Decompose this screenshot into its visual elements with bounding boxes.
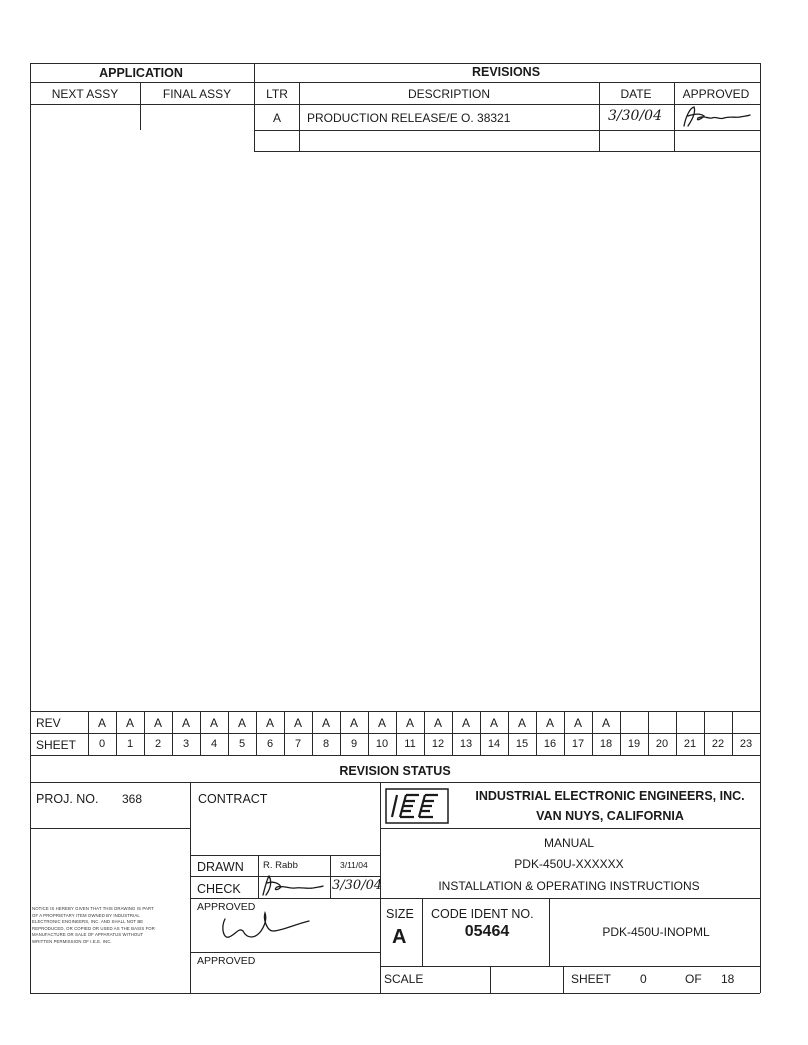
grid-column-line [256, 711, 257, 755]
ltr-header: LTR [266, 87, 288, 101]
rev-label: REV [36, 716, 61, 730]
approved-header: APPROVED [682, 87, 750, 101]
rev-cell: A [293, 716, 303, 730]
code-ident-divider [549, 898, 550, 966]
title-line-instructions: INSTALLATION & OPERATING INSTRUCTIONS [438, 879, 700, 893]
sheet-value: 0 [640, 972, 647, 986]
iee-logo [385, 788, 449, 824]
rev-row-divider [30, 733, 760, 734]
grid-column-line [452, 711, 453, 755]
sheet-cell: 8 [322, 738, 330, 750]
notice-line: NOTICE IS HEREBY GIVEN THAT THIS DRAWING IS PART [32, 906, 154, 911]
drawn-by: R. Rabb [263, 860, 298, 871]
sheet-cell: 0 [98, 738, 106, 750]
sheet-cell: 19 [627, 738, 641, 750]
sheet-cell: 7 [294, 738, 302, 750]
sheet-row-bottom [30, 755, 760, 756]
right-border [760, 63, 761, 993]
grid-column-line [368, 711, 369, 755]
rev-cell: A [265, 716, 275, 730]
rev-cell: A [97, 716, 107, 730]
grid-column-line [592, 711, 593, 755]
contract-divider [190, 855, 380, 856]
bottom-border [30, 993, 760, 994]
rev-cell: A [489, 716, 499, 730]
grid-column-line [284, 711, 285, 755]
approved-divider-line [190, 952, 380, 953]
sheet-label-footer: SHEET [571, 972, 612, 986]
title-divider [380, 898, 760, 899]
rev-cell: A [237, 716, 247, 730]
sheet-cell: 22 [711, 738, 725, 750]
rev-cell: A [573, 716, 583, 730]
size-label: SIZE [386, 907, 414, 921]
sheet-label: SHEET [36, 738, 77, 752]
checker-signature [259, 873, 329, 899]
scale-row-top [380, 966, 760, 967]
final-assy-header: FINAL ASSY [162, 87, 232, 101]
code-ident-value: 05464 [464, 923, 510, 940]
rev-cell: A [377, 716, 387, 730]
rev-cell: A [321, 716, 331, 730]
grid-column-line [172, 711, 173, 755]
title-line-part: PDK-450U-XXXXXX [514, 857, 624, 871]
grid-column-line [732, 711, 733, 755]
revision-description: PRODUCTION RELEASE/E O. 38321 [307, 111, 511, 125]
sheet-cell: 20 [655, 738, 669, 750]
app-column-divider [140, 82, 141, 130]
grid-column-line [704, 711, 705, 755]
revision-row-divider [254, 130, 760, 131]
drawn-date-divider [330, 855, 331, 898]
description-header: DESCRIPTION [407, 87, 491, 101]
sheet-cell: 1 [126, 738, 134, 750]
ltr-divider [299, 82, 300, 151]
sheet-cell: 15 [515, 738, 529, 750]
company-divider [380, 828, 760, 829]
sheet-cell: 5 [238, 738, 246, 750]
notice-line: OF A PROPRIETARY ITEM OWNED BY INDUSTRIAL [32, 912, 140, 918]
drawn-label: DRAWN [197, 860, 244, 874]
sheet-cell: 10 [375, 738, 389, 750]
title-line-manual: MANUAL [543, 836, 595, 850]
rev-cell: A [517, 716, 527, 730]
sheet-cell: 2 [154, 738, 162, 750]
company-location: VAN NUYS, CALIFORNIA [536, 809, 684, 823]
sheet-cell: 23 [739, 738, 753, 750]
grid-column-line [312, 711, 313, 755]
rev-cell: A [125, 716, 135, 730]
grid-column-line [648, 711, 649, 755]
approved-divider [674, 82, 675, 151]
sheet-cell: 14 [487, 738, 501, 750]
grid-column-line [424, 711, 425, 755]
next-assy-header: NEXT ASSY [51, 87, 119, 101]
drawing-number: PDK-450U-INOPML [602, 925, 710, 939]
of-value: 18 [721, 972, 735, 986]
approved-label-2: APPROVED [197, 955, 256, 967]
grid-column-line [228, 711, 229, 755]
approved-label: APPROVED [197, 901, 256, 913]
date-header: DATE [620, 87, 652, 101]
notice-line: REPRODUCED, OR COPIED OR USED AS THE BASIS FOR [32, 925, 155, 931]
sheet-cell: 21 [683, 738, 697, 750]
size-value: A [392, 926, 407, 948]
grid-column-line [508, 711, 509, 755]
proprietary-notice [32, 906, 187, 946]
sheet-cell: 6 [266, 738, 274, 750]
revision-date: 3/30/04 [608, 108, 662, 124]
drawn-date: 3/11/04 [340, 860, 368, 870]
application-title: APPLICATION [99, 66, 183, 80]
scale-divider [490, 966, 491, 993]
rev-cell: A [349, 716, 359, 730]
grid-column-line [676, 711, 677, 755]
rev-cell: A [209, 716, 219, 730]
grid-column-line [536, 711, 537, 755]
code-ident-label: CODE IDENT NO. [431, 907, 534, 921]
rev-cell: A [405, 716, 415, 730]
rev-cell: A [601, 716, 611, 730]
rev-label-divider [88, 711, 89, 755]
notice-line: WRITTEN PERMISSION OF I.E.E. INC. [32, 938, 112, 944]
grid-column-line [396, 711, 397, 755]
left-border [30, 63, 31, 993]
revision-status-title: REVISION STATUS [339, 764, 451, 778]
sheet-cell: 13 [459, 738, 473, 750]
revisions-title: REVISIONS [471, 65, 541, 79]
rev-cell: A [153, 716, 163, 730]
check-label: CHECK [197, 882, 241, 896]
proj-no-divider [30, 828, 190, 829]
rev-cell: A [181, 716, 191, 730]
sheet-divider [563, 966, 564, 993]
contract-label: CONTRACT [198, 792, 268, 806]
check-date: 3/30/04 [332, 878, 383, 893]
date-divider [599, 82, 600, 151]
sheet-cell: 18 [599, 738, 613, 750]
grid-column-line [564, 711, 565, 755]
top-border [30, 63, 760, 64]
approver-signature [215, 905, 315, 945]
scale-label: SCALE [384, 972, 424, 986]
rev-cell: A [433, 716, 443, 730]
rev-cell: A [461, 716, 471, 730]
app-revisions-divider [254, 63, 255, 151]
company-name: INDUSTRIAL ELECTRONIC ENGINEERS, INC. [475, 789, 745, 803]
sheet-cell: 9 [350, 738, 358, 750]
proj-no-label: PROJ. NO. [36, 792, 99, 806]
sheet-cell: 16 [543, 738, 557, 750]
grid-column-line [480, 711, 481, 755]
sheet-cell: 3 [182, 738, 190, 750]
size-divider [422, 898, 423, 966]
grid-column-line [340, 711, 341, 755]
revision-status-bottom [30, 782, 760, 783]
rev-row-top [30, 711, 760, 712]
sheet-cell: 17 [571, 738, 585, 750]
grid-column-line [200, 711, 201, 755]
left-block-divider [190, 782, 191, 993]
notice-line: MANUFACTURE OR SALE OF APPARATUS WITHOUT [32, 932, 144, 938]
proj-no-value: 368 [122, 792, 143, 806]
revision-ltr: A [272, 111, 282, 125]
grid-column-line [116, 711, 117, 755]
sheet-cell: 11 [404, 738, 416, 750]
grid-column-line [620, 711, 621, 755]
sheet-cell: 12 [431, 738, 445, 750]
rev-cell: A [545, 716, 555, 730]
sheet-cell: 4 [210, 738, 218, 750]
revision-approval-signature [678, 104, 756, 130]
notice-line: ELECTRONIC ENGINEERS, INC. AND SHALL NOT BE [32, 919, 144, 925]
of-label: OF [685, 972, 702, 986]
grid-column-line [144, 711, 145, 755]
revision-row-bottom [254, 151, 760, 152]
